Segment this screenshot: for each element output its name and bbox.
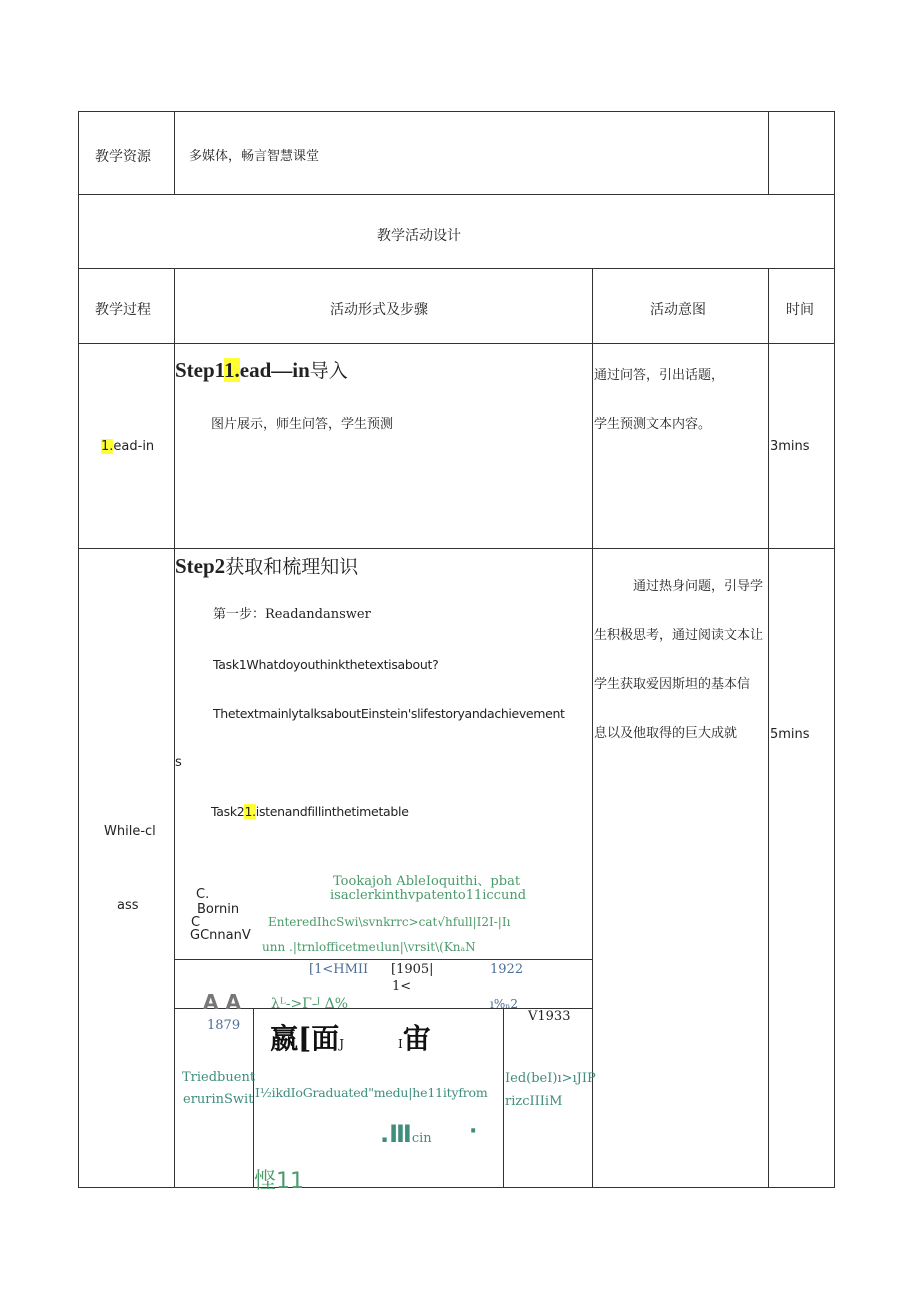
timeline-left-l4: GCnnanV <box>190 928 251 943</box>
table-border-left <box>78 111 79 1188</box>
col-divider-intent <box>592 268 593 1188</box>
timeline-left-l3: C <box>191 915 201 930</box>
row1-process-num: 1. <box>101 439 114 454</box>
timeline-noise-3: ı%ₙ2 <box>490 997 519 1011</box>
table-border-right <box>834 111 835 1188</box>
timeline-year-a: [1<HMII <box>309 962 369 977</box>
row1-step-cn: 导入 <box>309 360 348 382</box>
row-divider-1 <box>78 194 835 195</box>
timeline-big-2-text: 宙 <box>402 1022 431 1055</box>
table-border-top <box>78 111 835 112</box>
row2-step-cn: 获取和梳理知识 <box>225 556 359 578</box>
row1-step-hl: 1. <box>224 358 240 382</box>
header-steps: 活动形式及步骤 <box>330 302 428 318</box>
header-time: 时间 <box>786 302 814 318</box>
timeline-year-b2: 1< <box>392 979 412 994</box>
row2-step-heading <box>175 552 358 579</box>
row2-task2-pre: Task2 <box>211 804 245 819</box>
row-divider-2 <box>78 268 835 269</box>
row2-answer: ThetextmainlytalksaboutEinstein'slifestoryandachievement <box>213 706 565 721</box>
row-divider-4 <box>78 548 835 549</box>
timeline-big-2-pre: I <box>398 1037 403 1051</box>
row2-process-l2: ass <box>117 898 139 913</box>
row2-time: 5mins <box>770 727 810 742</box>
row1-time: 3mins <box>770 439 810 454</box>
timeline-top-l1: Tookajoh AbleIoquithi、pbat <box>333 874 521 889</box>
timeline-left-l1: C. <box>196 887 210 902</box>
timeline-top-l4: unn .|trnlofficetmeιlun|\vrsit\(KnₐN <box>262 940 476 954</box>
timeline-big-2 <box>398 1017 431 1057</box>
row2-task2-rest: istenandfillinthetimetable <box>255 804 409 819</box>
timeline-year-1879: 1879 <box>207 1018 241 1033</box>
col-divider-process-2 <box>174 268 175 1188</box>
timeline-left-bottom-l1: Triedbuent <box>182 1070 256 1085</box>
timeline-dot: · <box>469 1119 478 1144</box>
row2-task2 <box>211 804 409 819</box>
row1-desc: 图片展示，师生问答，学生预测 <box>211 417 394 432</box>
row1-process <box>101 439 154 454</box>
row2-intent-l1: 通过热身问题，引导学 <box>633 579 764 594</box>
timeline-year-1933: V1933 <box>528 1009 571 1024</box>
timeline-cin <box>380 1120 432 1148</box>
timeline-year-b: [1905| <box>391 962 434 977</box>
timeline-big-1 <box>270 1017 344 1057</box>
timeline-noise-1: A A <box>203 990 241 1014</box>
row2-task2-hl: 1. <box>244 804 256 819</box>
row2-intent-l2: 生积极思考，通过阅读文本让 <box>594 628 764 643</box>
row2-intent-l4: 息以及他取得的巨大成就 <box>594 726 738 741</box>
timeline-right-bottom-l2: rizcIIIiM <box>505 1094 563 1109</box>
activity-design-title: 教学活动设计 <box>377 228 461 244</box>
timeline-right-bottom-l1: Ied(beI)ı>ıJIP <box>505 1071 596 1086</box>
timeline-vline-right <box>503 1008 504 1188</box>
row-divider-3 <box>78 343 835 344</box>
timeline-hline-1 <box>174 959 592 960</box>
row2-task1: Task1Whatdoyouthinkthetextisabout? <box>213 657 439 672</box>
timeline-bottom-glyph: 悭11 <box>254 1169 304 1194</box>
timeline-cin-text: cin <box>411 1131 432 1146</box>
timeline-year-c: 1922 <box>490 962 524 977</box>
row1-step-rest: ead—in <box>239 358 310 382</box>
row2-answer-tail: s <box>175 755 182 770</box>
row2-intent-l3: 学生获取爱因斯坦的基本信 <box>594 677 751 692</box>
col-divider-time <box>768 268 769 1188</box>
timeline-left-l2: Bornin <box>197 902 240 917</box>
timeline-left-bottom-l2: erurinSwit <box>183 1092 254 1107</box>
resources-label: 教学资源 <box>95 149 151 165</box>
row1-step-prefix: Step1 <box>175 358 225 382</box>
timeline-top-l3: EnteredIhcSwi\svnkrrc>cat√hfull|I2I-|Iı <box>268 915 511 929</box>
row2-step-prefix: Step2 <box>175 554 226 578</box>
row1-step-heading <box>175 356 348 383</box>
timeline-big-1-tail: J <box>339 1037 345 1051</box>
col-divider-time-top <box>768 111 769 195</box>
header-intent: 活动意图 <box>650 302 706 318</box>
timeline-top-l2: isaclerkinthvpatento11iccund <box>330 888 527 903</box>
col-divider-process <box>174 111 175 195</box>
timeline-noise-2: λᴸ->Γ-ᴶ Δ% <box>271 996 349 1012</box>
resources-value: 多媒体，畅言智慧课堂 <box>189 149 320 164</box>
row2-sub-step: 第一步：Readandanswer <box>213 607 371 622</box>
timeline-mid-text: I½ikdIoGraduated"medu|he11ityfrom <box>255 1085 488 1100</box>
timeline-big-1-text: 嬴[面 <box>270 1022 340 1055</box>
row1-process-text: ead-in <box>113 439 155 454</box>
row1-intent-l1: 通过问答，引出话题， <box>594 368 725 383</box>
row2-process-l1: While-cl <box>104 824 156 839</box>
header-process: 教学过程 <box>95 302 151 318</box>
row1-intent-l2: 学生预测文本内容。 <box>594 417 712 432</box>
timeline-cin-mark: .Ⅲ <box>380 1120 412 1148</box>
table-border-bottom <box>78 1187 835 1188</box>
